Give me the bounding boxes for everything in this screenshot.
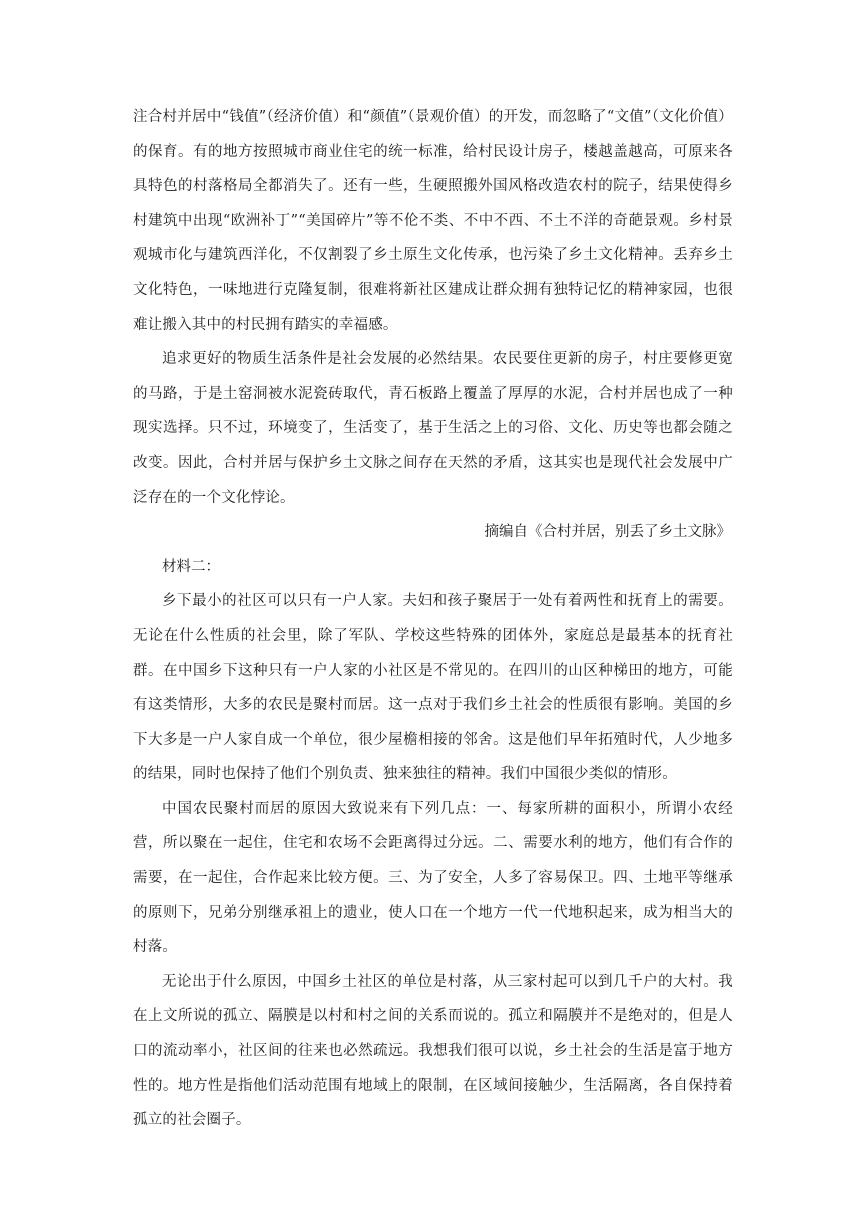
paragraph-continuation: 注合村并居中“钱值”（经济价值）和“颜值”（景观价值）的开发，而忽略了“文值”（文化价值）的保育。有的地方按照城市商业住宅的统一标准，给村民设计房子，楼越盖越高，可原来各具特色的村落格局全都消失了。还有一些，生硬照搬外国风格改造农村的院子，结果使得乡村建筑中出现“欧洲补丁”“美国碎片”等不伦不类、不中不西、不土不洋的奇葩景观。乡村景观城市化与建筑西洋化，不仅割裂了乡土原生文化传承，也污染了乡土文化精神。丢弃乡土文化特色，一味地进行克隆复制，很难将新社区建成让群众拥有独特记忆的精神家园，也很难让搬入其中的村民拥有踏实的幸福感。 [133, 109, 733, 333]
material-label: 材料二： [162, 558, 220, 575]
document-page [133, 100, 733, 1138]
paragraph: 乡下最小的社区可以只有一户人家。夫妇和孩子聚居于一处有着两性和抚育上的需要。无论在什么性质的社会里，除了军队、学校这些特殊的团体外，家庭总是最基本的抚育社群。在中国乡下这种只有一户人家的小社区是不常见的。在四川的山区种梯田的地方，可能有这类情形，大多的农民是聚村而居。这一点对于我们乡土社会的性质很有影响。美国的乡下大多是一户人家自成一个单位，很少屋檐相接的邻舍。这是他们早年拓殖时代，人少地多的结果，同时也保持了他们个别负责、独来独往的精神。我们中国很少类似的情形。 [133, 593, 733, 783]
source-citation: 摘编自《合村并居，别丢了乡土文脉》 [484, 524, 731, 541]
paragraph: 无论出于什么原因，中国乡土社区的单位是村落，从三家村起可以到几千户的大村。我在上文所说的孤立、隔膜是以村和村之间的关系而说的。孤立和隔膜并不是绝对的，但是人口的流动率小，社区间的往来也必然疏远。我想我们很可以说，乡土社会的生活是富于地方性的。地方性是指他们活动范围有地域上的限制，在区域间接触少，生活隔离，各自保持着孤立的社会圈子。 [133, 973, 733, 1129]
paragraph: 追求更好的物质生活条件是社会发展的必然结果。农民要住更新的房子，村庄要修更宽的马路，于是土窑洞被水泥瓷砖取代，青石板路上覆盖了厚厚的水泥，合村并居也成了一种现实选择。只不过，环境变了，生活变了，基于生活之上的习俗、文化、历史等也都会随之改变。因此，合村并居与保护乡土文脉之间存在天然的矛盾，这其实也是现代社会发展中广泛存在的一个文化悖论。 [133, 351, 733, 506]
paragraph: 中国农民聚村而居的原因大致说来有下列几点：一、每家所耕的面积小，所谓小农经营，所以聚在一起住，住宅和农场不会距离得过分远。二、需要水利的地方，他们有合作的需要，在一起住，合作起来比较方便。三、为了安全，人多了容易保卫。四、土地平等继承的原则下，兄弟分别继承祖上的遗业，使人口在一个地方一代一代地积起来，成为相当大的村落。 [133, 800, 733, 956]
